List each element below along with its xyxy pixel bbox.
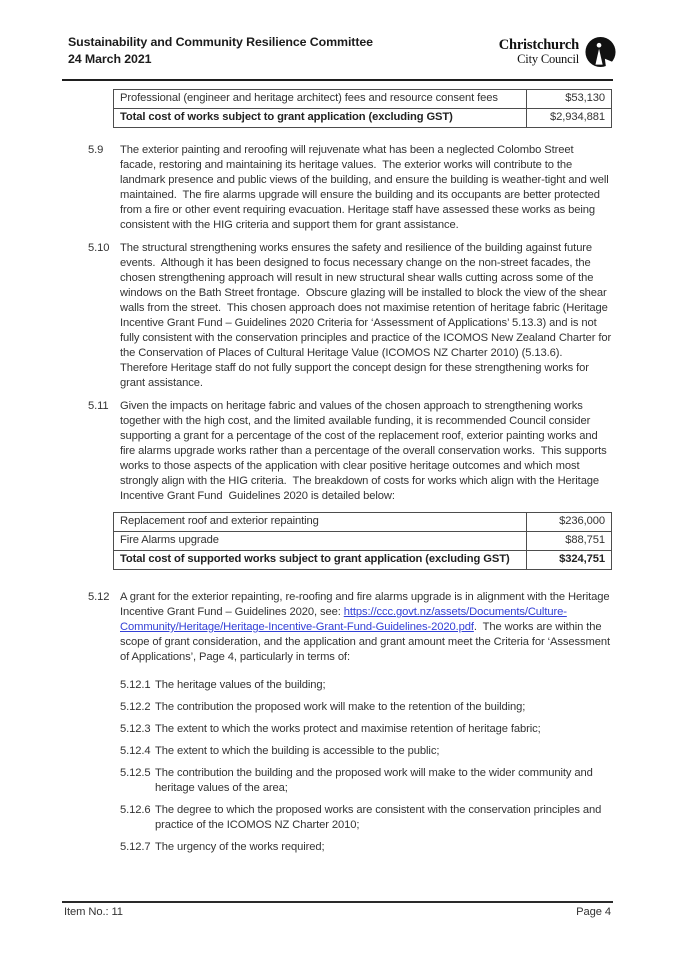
criterion-text: The extent to which the works protect and maximise retention of heritage fabric; [155,723,541,735]
fees-table [113,89,612,128]
section-5-12 [88,590,612,665]
criterion-5-12-6 [120,803,612,833]
footer-item-number: Item No.: 11 [64,906,123,918]
text-before-link: A grant for the exterior repainting, re-roofing and fire alarms upgrade is in alignment with the Heritage Incentive Grant Fund – Guidelines 2020, see: [120,591,613,618]
section-text: The exterior painting and reroofing will rejuvenate what has been a neglected Colombo Street facade, restoring and maintaining its heritage values. The exterior works will contribute to the landmark presence and public views of the building, and ensure the building is weather-tight and well maintained. The fire alarms upgrade will ensure the building and its occupants are better protected from a fire or other event requiring evacuation. Heritage staff have assessed these works as being consistent with the HIG criteria and support them for grant assistance. [120,144,612,231]
meeting-date: 24 March 2021 [68,52,152,66]
work-label: Fire Alarms upgrade [114,532,527,551]
criterion-5-12-3 [120,722,612,737]
section-number: 5.9 [88,144,104,156]
section-number: 5.12 [88,591,110,603]
criterion-text: The extent to which the building is accessible to the public; [155,745,440,757]
section-number: 5.10 [88,242,110,254]
section-5-10 [88,241,615,391]
council-logo-icon [584,36,617,74]
guidelines-pdf-link[interactable]: https://ccc.govt.nz/assets/Documents/Culture-Community/Heritage/Heritage-Incentive-Grant-Fund-Guidelines-2020.pdf [120,606,567,633]
work-value: $236,000 [527,513,612,532]
total-label: Total cost of supported works subject to grant application (excluding GST) [114,551,527,570]
committee-title: Sustainability and Community Resilience Committee [68,35,373,49]
total-value: $324,751 [527,551,612,570]
total-value: $2,934,881 [527,109,612,128]
criterion-text: The contribution the proposed work will make to the retention of the building; [155,701,526,713]
supported-works-table [113,512,612,570]
page-footer [62,901,613,934]
table-row [114,532,612,551]
criterion-number: 5.12.5 [120,767,151,779]
work-label: Replacement roof and exterior repainting [114,513,527,532]
total-label: Total cost of works subject to grant application (excluding GST) [114,109,527,128]
council-logo-name: Christchurch [498,37,579,53]
section-number: 5.11 [88,400,109,412]
criterion-number: 5.12.6 [120,804,151,816]
page-header [68,34,617,74]
criterion-text: The degree to which the proposed works are consistent with the conservation principles and practice of the ICOMOS NZ Charter 2010; [155,804,605,831]
criterion-5-12-2 [120,700,612,715]
text-after-link: . The works are within the scope of grant consideration, and the application and grant amount meet the Criteria for ‘Assessment of Applications’, Page 4, particularly in terms of: [120,621,614,663]
criterion-5-12-5 [120,766,612,796]
fee-value: $53,130 [527,90,612,109]
section-text: Given the impacts on heritage fabric and values of the chosen approach to strengthening works together with the high cost, and the limited available funding, it is recommended Council consider supporting a grant for a percentage of the cost of the replacement roof, exterior painting works and fire alarms upgrade works rather than a percentage of the overall conservation works. This supports works to those aspects of the application with clear positive heritage outcomes and which most strongly align with the HIG criteria. The breakdown of costs for works which align with the Heritage Incentive Grant Fund Guidelines 2020 is detailed below: [120,400,610,502]
header-rule [62,79,613,81]
header-titles [68,34,373,68]
table-row-total [114,551,612,570]
work-value: $88,751 [527,532,612,551]
criterion-text: The contribution the building and the proposed work will make to the wider community and heritage values of the area; [155,767,596,794]
section-5-11 [88,399,612,504]
section-5-9 [88,143,612,233]
criterion-5-12-4 [120,744,612,759]
section-text: The structural strengthening works ensures the safety and resilience of the building against future events. Although it has been designed to focus necessary change on the non-street facades, the chosen strengthening approach will result in new structural shear walls cutting across some of the windows on the Bath Street frontage. Obscure glazing will be installed to block the view of the shear walls from the street. This chosen approach does not maximise retention of heritage fabric (Heritage Incentive Grant Fund – Guidelines 2020 Criteria for ‘Assessment of Applications’ 5.13.3) and is not fully consistent with the conservation principles and practice of the ICOMOS New Zealand Charter for the Conservation of Places of Cultural Heritage Value (ICOMOS NZ Charter 2010) (5.13.6). Therefore Heritage staff do not fully support the concept design for these strengthening works for grant assistance. [120,242,615,389]
criterion-number: 5.12.4 [120,745,151,757]
footer-page-number: Page 4 [576,906,611,918]
section-text [120,590,612,665]
table-row [114,90,612,109]
criterion-number: 5.12.2 [120,701,151,713]
criterion-text: The urgency of the works required; [155,841,325,853]
criterion-number: 5.12.1 [120,679,151,691]
council-logo [499,36,617,74]
council-logo-text [499,36,579,66]
criterion-text: The heritage values of the building; [155,679,326,691]
criterion-5-12-1 [120,678,612,693]
criterion-number: 5.12.7 [120,841,151,853]
council-logo-subname: City Council [517,52,579,66]
table-row-total [114,109,612,128]
criterion-number: 5.12.3 [120,723,151,735]
fee-label: Professional (engineer and heritage architect) fees and resource consent fees [114,90,527,109]
criterion-5-12-7 [120,840,612,855]
table-row [114,513,612,532]
